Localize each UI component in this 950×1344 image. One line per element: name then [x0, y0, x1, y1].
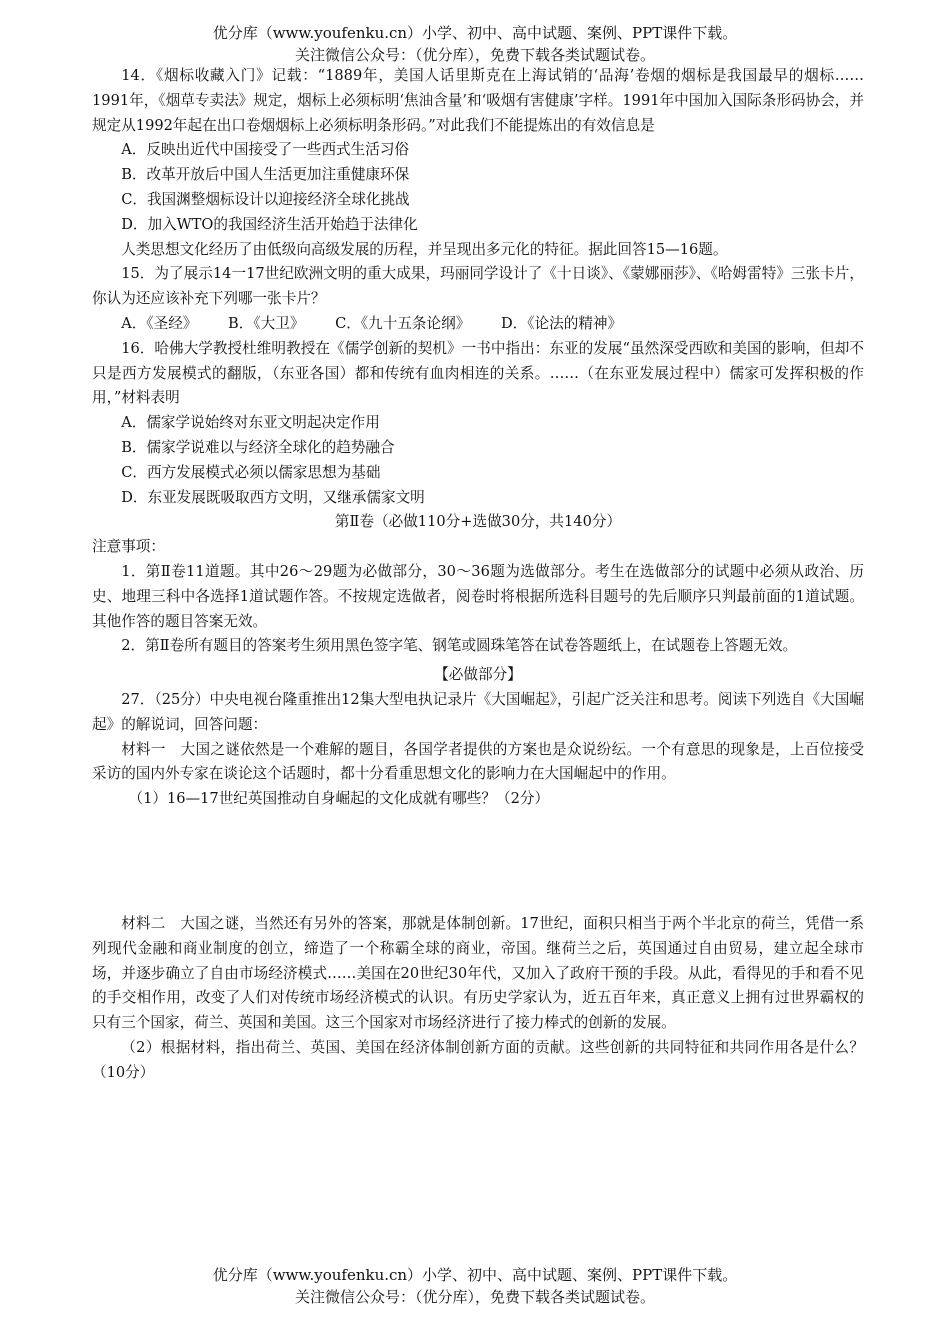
q15-stem: 15．为了展示14一17世纪欧洲文明的重大成果，玛丽同学设计了《十日谈》、《蒙娜丽莎》、《哈姆雷特》三张卡片，你认为还应该补充下列哪一张卡片？: [92, 265, 864, 308]
q15-option-b: B．《大卫》: [228, 314, 305, 332]
required-section-label: 【必做部分】: [434, 666, 522, 684]
q14-stem: 14．《烟标收藏入门》记载：“1889年，美国人话里斯克在上海试销的‘品海’卷烟的烟标是我国最早的烟标……1991年，《烟草专卖法》规定，烟标上必须标明‘焦油含量’和‘吸烟有害健康’字样。1991年中国加入国际条形码协会，并规定从1992年起在出口卷烟烟标上必须标明条形码。”对此我们不能提炼出的有效信息是: [92, 67, 864, 134]
intro-15-16: 人类思想文化经历了由低级向高级发展的历程，并呈现出多元化的特征。据此回答15—16题。: [121, 240, 728, 258]
q15-option-d: D．《论法的精神》: [500, 314, 623, 332]
q27-sub-question-1: （1）16—17世纪英国推动自身崛起的文化成就有哪些？（2分）: [128, 790, 550, 808]
header-line-2: 关注微信公众号：（优分库），免费下载各类试题试卷。: [294, 46, 655, 64]
notes-label: 注意事项：: [92, 538, 165, 556]
header-line-1: 优分库（www.youfenku.cn）小学、初中、高中试题、案例、PPT课件下载。: [212, 24, 738, 42]
note-1: 1．第Ⅱ卷11道题。其中26～29题为必做部分，30～36题为选做部分。考生在选做部分的试题中必须从政治、历史、地理三科中各选择1道试题作答。不按规定选做者，阅卷时将根据所选科目题号的先后顺序只判最前面的1道试题。其他作答的题目答案无效。: [92, 562, 864, 630]
q15-option-c: C．《九十五条论纲》: [335, 314, 471, 332]
q14-option-d: D．加入WTO的我国经济生活开始趋于法律化: [121, 215, 418, 233]
document-body: [92, 64, 864, 1085]
footer-line-2: 关注微信公众号：（优分库），免费下载各类试题试卷。: [294, 1288, 655, 1306]
q15-option-a: A．《圣经》: [121, 314, 198, 332]
footer-line-1: 优分库（www.youfenku.cn）小学、初中、高中试题、案例、PPT课件下载。: [212, 1266, 738, 1284]
q27-stem: 27．（25分）中央电视台隆重推出12集大型电执记录片《大国崛起》，引起广泛关注和思考。阅读下列选自《大国崛起》的解说词，回答问题：: [92, 690, 864, 733]
q16-stem: 16．哈佛大学教授杜维明教授在《儒学创新的契机》一书中指出：东亚的发展“虽然深受西欧和美国的影响，但却不只是西方发展模式的翻版，（东亚各国）都和传统有血肉相连的关系。……（在东亚发展过程中）儒家可发挥积极的作用，”材料表明: [92, 339, 864, 407]
q16-option-a: A．儒家学说始终对东亚文明起决定作用: [121, 414, 380, 432]
q27-sub-question-2: （2）根据材料，指出荷兰、英国、美国在经济体制创新方面的贡献。这些创新的共同特征和共同作用各是什么？（10分）: [92, 1038, 864, 1081]
q16-option-b: B．儒家学说难以与经济全球化的趋势融合: [121, 438, 395, 456]
q14-option-b: B．改革开放后中国人生活更加注重健康环保: [121, 166, 410, 184]
q27-material-1: 材料一 大国之谜依然是一个难解的题目，各国学者提供的方案也是众说纷纭。一个有意思的现象是，上百位接受采访的国内外专家在谈论这个话题时，都十分看重思想文化的影响力在大国崛起中的作用。: [92, 740, 864, 783]
note-2: 2．第Ⅱ卷所有题目的答案考生须用黑色签字笔、钢笔或圆珠笔答在试卷答题纸上，在试题卷上答题无效。: [121, 637, 798, 655]
section-2-title: 第Ⅱ卷（必做110分+选做30分，共140分）: [334, 513, 622, 531]
q14-option-a: A．反映出近代中国接受了一些西式生活习俗: [121, 141, 410, 159]
q14-option-c: C．我国渊整烟标设计以迎接经济全球化挑战: [121, 190, 410, 208]
q27-material-2: 材料二 大国之谜，当然还有另外的答案，那就是体制创新。17世纪，面积只相当于两个半北京的荷兰，凭借一系列现代金融和商业制度的创立，缔造了一个称霸全球的商业，帝国。继荷兰之后，英国通过自由贸易，建立起全球市场，并逐步确立了自由市场经济模式……美国在20世纪30年代，又加入了政府干预的手段。从此，看得见的手和看不见的手交相作用，改变了人们对传统市场经济模式的认识。有历史学家认为，近五百年来，真正意义上拥有过世界霸权的只有三个国家，荷兰、英国和美国。这三个国家对市场经济进行了接力棒式的创新的发展。: [92, 914, 864, 1032]
answer-space-1: [92, 812, 864, 912]
q16-option-d: D．东亚发展既吸取西方文明，又继承儒家文明: [121, 488, 425, 506]
q15-options: [92, 312, 864, 337]
q16-option-c: C．西方发展模式必须以儒家思想为基础: [121, 463, 381, 481]
